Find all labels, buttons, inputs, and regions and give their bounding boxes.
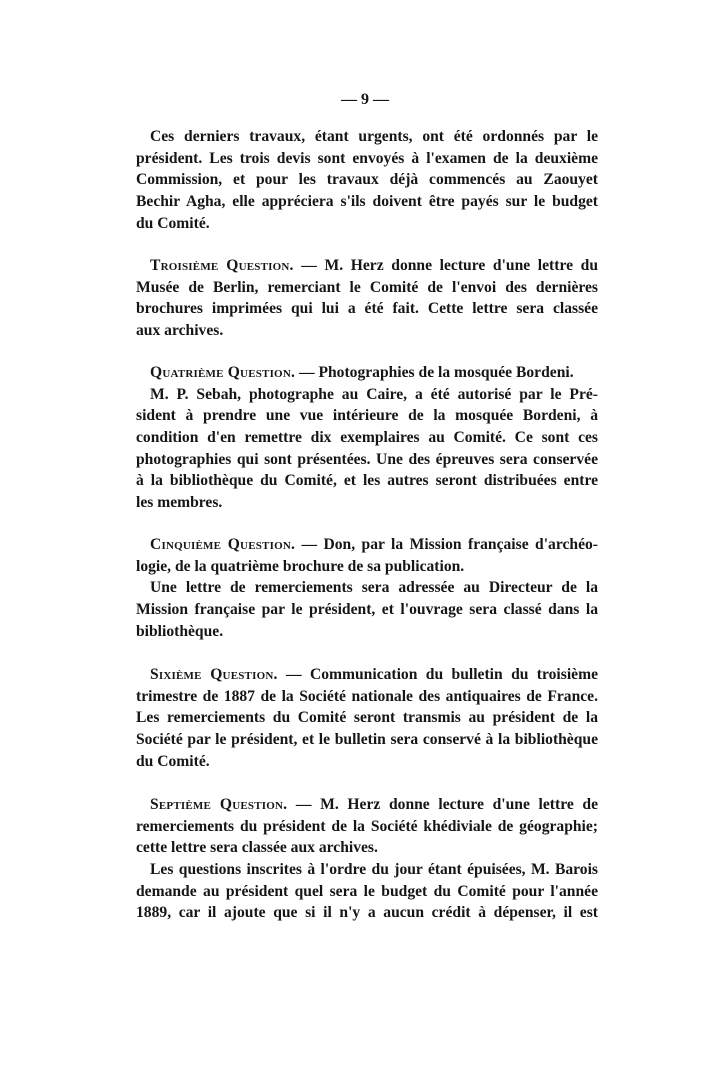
text-line: [136, 277, 598, 299]
line-text: Mission française par le président, et l'ouvrage sera classé dans la: [136, 601, 598, 619]
line-text: — M. Herz donne lecture d'une lettre du: [301, 257, 598, 274]
line-text: — Communication du bulletin du troisième: [285, 666, 599, 683]
line-text: condition d'en remettre dix exemplaires au Comité. Ce sont ces: [136, 429, 598, 447]
text-line: [136, 320, 598, 342]
line-text: Commission, et pour les travaux déjà commencés au Zaouyet: [136, 171, 598, 189]
text-line: [136, 191, 598, 213]
text-line: [136, 599, 598, 621]
line-text: Société par le président, et le bulletin sera conservé à la bibliothèque: [136, 731, 598, 749]
paragraph: [136, 794, 598, 859]
question-heading: Troisième Question.: [150, 257, 294, 274]
line-text: Musée de Berlin, remerciant le Comité de l'envoi des dernières: [136, 278, 598, 296]
line-text: remerciements du président de la Société khédiviale de géographie;: [136, 817, 598, 835]
question-heading: Cinquième Question.: [150, 536, 296, 553]
line-text: M. P. Sebah, photographe au Caire, a été autorisé par le Pré-: [150, 385, 598, 403]
question-heading: Septième Question.: [150, 796, 288, 813]
paragraph: [136, 534, 598, 577]
text-line: [136, 816, 598, 838]
text-line: [136, 255, 598, 277]
question-heading: Sixième Question.: [150, 666, 278, 683]
text-line: [136, 577, 598, 599]
question-heading: Quatrième Question.: [150, 364, 296, 381]
line-text: du Comité.: [136, 214, 210, 232]
line-text: 1889, car il ajoute que si il n'y a aucun crédit à dépenser, il est: [136, 904, 598, 922]
line-text: logie, de la quatrième brochure de sa publication.: [136, 557, 465, 575]
line-text: du Comité.: [136, 752, 210, 770]
text-line: [136, 148, 598, 170]
line-text: — M. Herz donne lecture d'une lettre de: [295, 796, 599, 813]
paragraph: [136, 859, 598, 924]
text-line: [136, 707, 598, 729]
text-line: [136, 664, 598, 686]
line-text: Les remerciements du Comité seront transmis au président de la: [136, 709, 598, 727]
text-line: [136, 492, 598, 514]
section: [136, 126, 598, 234]
line-text: les membres.: [136, 494, 223, 512]
text-line: [136, 362, 598, 384]
line-text: demande au président quel sera le budget du Comité pour l'année: [136, 882, 598, 900]
line-text: Une lettre de remerciements sera adressée au Directeur de la: [150, 579, 598, 597]
section: [136, 794, 598, 924]
paragraph: [136, 384, 598, 514]
line-text: bibliothèque.: [136, 622, 224, 640]
text-line: [136, 534, 598, 556]
page-number: — 9 —: [341, 91, 389, 108]
text-line: [136, 902, 598, 924]
section: [136, 534, 598, 642]
text-line: [136, 794, 598, 816]
section: [136, 664, 598, 772]
line-text: — Photographies de la mosquée Bordeni.: [298, 364, 574, 381]
paragraph: [136, 664, 598, 772]
line-text: trimestre de 1887 de la Société nationale des antiquaires de France.: [136, 687, 598, 705]
text-line: [136, 686, 598, 708]
line-text: photographies qui sont présentées. Une des épreuves sera conservée: [136, 450, 598, 468]
text-line: [136, 729, 598, 751]
text-line: [136, 384, 598, 406]
section: [136, 362, 598, 514]
line-text: à la bibliothèque du Comité, et les autres seront distribuées entre: [136, 472, 598, 490]
text-line: [136, 859, 598, 881]
text-line: [136, 427, 598, 449]
line-text: président. Les trois devis sont envoyés à l'examen de la deuxième: [136, 149, 598, 167]
text-line: [136, 126, 598, 148]
text-line: [136, 405, 598, 427]
text-line: [136, 169, 598, 191]
line-text: aux archives.: [136, 322, 224, 340]
text-line: [136, 470, 598, 492]
line-text: sident à prendre une vue intérieure de la mosquée Bordeni, à: [136, 407, 598, 425]
text-line: [136, 881, 598, 903]
paragraph: [136, 577, 598, 642]
paragraph: [136, 362, 598, 384]
text-line: [136, 449, 598, 471]
text-line: [136, 556, 598, 578]
paragraph: [136, 255, 598, 342]
line-text: Bechir Agha, elle appréciera s'ils doivent être payés sur le budget: [136, 193, 598, 211]
line-text: brochures imprimées qui lui a été fait. Cette lettre sera classée: [136, 300, 598, 318]
text-line: [136, 213, 598, 235]
line-text: Ces derniers travaux, étant urgents, ont été ordonnés par le: [150, 128, 598, 145]
line-text: Les questions inscrites à l'ordre du jour étant épuisées, M. Barois: [150, 861, 598, 879]
line-text: cette lettre sera classée aux archives.: [136, 839, 378, 857]
text-line: [136, 751, 598, 773]
text-line: [136, 298, 598, 320]
text-line: [136, 621, 598, 643]
line-text: — Don, par la Mission française d'archéo-: [301, 536, 598, 553]
paragraph: [136, 126, 598, 234]
section: [136, 255, 598, 342]
text-line: [136, 837, 598, 859]
